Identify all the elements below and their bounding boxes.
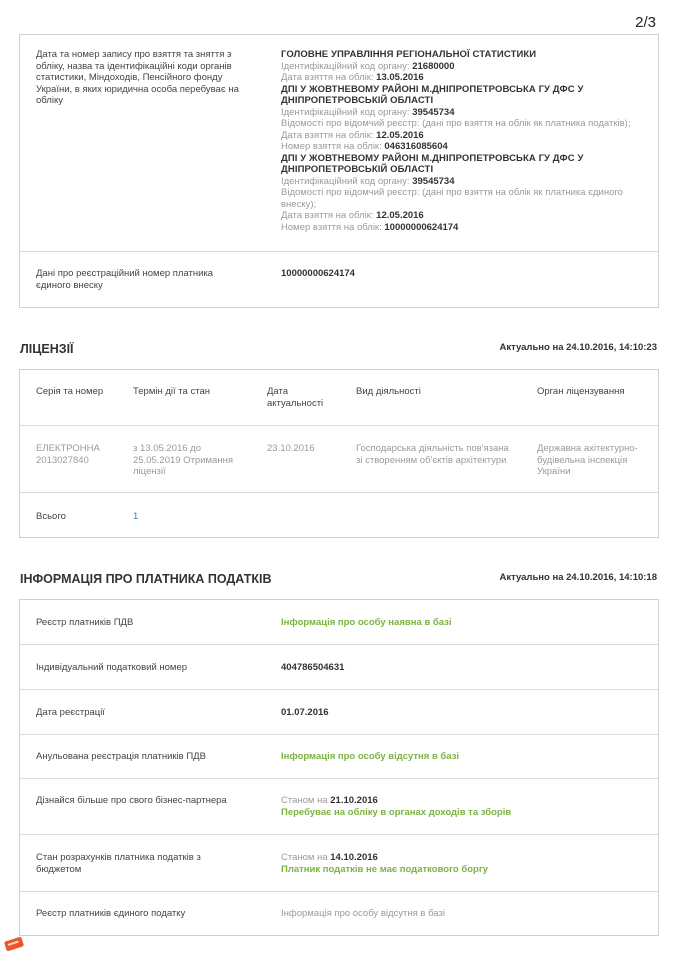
tax-divider-5 (20, 834, 658, 835)
org2-date-value: 12.05.2016 (376, 129, 424, 141)
tax-divider-3 (20, 734, 658, 735)
licenses-title: ЛІЦЕНЗІЇ (20, 342, 74, 356)
org2-name-line1: ДПІ У ЖОВТНЕВОМУ РАЙОНІ М.ДНІПРОПЕТРОВСЬКА ГУ ДФС У (281, 83, 584, 95)
org1-id-label: Ідентифікаційний код органу: (281, 60, 413, 72)
vat-register-value: Інформація про особу наявна в базі (281, 617, 452, 628)
org2-id-label: Ідентифікаційний код органу: (281, 106, 413, 118)
page-number: 2/3 (635, 14, 656, 31)
stamp-icon (4, 936, 26, 952)
budget-state-date: 14.10.2016 (330, 852, 378, 863)
single-tax-value: Інформація про особу відсутня в базі (281, 908, 445, 919)
licenses-actual: Актуально на 24.10.2016, 14:10:23 (499, 342, 657, 353)
org3-id-label: Ідентифікаційний код органу: (281, 175, 413, 187)
partner-label: Дізнайся більше про свого бізнес-партнера (36, 795, 227, 806)
org3-num-label: Номер взяття на облік: (281, 221, 385, 233)
col-header-series: Серія та номер (36, 386, 104, 397)
budget-state-prefix: Станом на (281, 852, 331, 863)
reg-date-value: 01.07.2016 (281, 707, 329, 718)
budget-label: Стан розрахунків платника податків з бюджетом (36, 852, 201, 875)
registration-divider (20, 251, 658, 252)
taxpayer-table (19, 599, 659, 936)
license-date: 23.10.2016 (267, 443, 315, 454)
col-header-term: Термін дії та стан (133, 386, 210, 397)
tax-divider-4 (20, 778, 658, 779)
licenses-total-label: Всього (36, 511, 66, 522)
org1-date-value: 13.05.2016 (376, 72, 424, 83)
budget-state (281, 852, 488, 875)
licenses-table (19, 369, 659, 538)
license-series: ЕЛЕКТРОННА 2013027840 (36, 443, 100, 466)
tax-divider-2 (20, 689, 658, 690)
taxpayer-actual: Актуально на 24.10.2016, 14:10:18 (499, 572, 657, 583)
org2-num-value: 046316085604 (384, 141, 448, 152)
tax-divider-6 (20, 891, 658, 892)
org3-name-line1: ДПІ У ЖОВТНЕВОМУ РАЙОНІ М.ДНІПРОПЕТРОВСЬКА ГУ ДФС У (281, 152, 584, 164)
taxpayer-title: ІНФОРМАЦІЯ ПРО ПЛАТНИКА ПОДАТКІВ (20, 572, 272, 586)
org2-id-value: 39545734 (412, 106, 455, 118)
partner-state-date: 21.10.2016 (330, 795, 378, 806)
single-fee-label: Дані про реєстраційний номер платника єдиного внеску (36, 268, 214, 291)
org1-name: ГОЛОВНЕ УПРАВЛІННЯ РЕГІОНАЛЬНОЇ СТАТИСТИКИ (281, 49, 537, 60)
col-header-organ: Орган ліцензування (537, 386, 625, 397)
org1-date-label: Дата взяття на облік: (281, 72, 377, 83)
license-term: з 13.05.2016 до 25.05.2019 Отримання ліцензії (133, 443, 233, 477)
registration-label: Дата та номер запису про взяття та зняття з обліку, назва та ідентифікаційні коди органів статистики, Міндоходів, Пенсійного фонду України, в яких юридична особа перебуває на обліку (36, 49, 239, 106)
budget-state-value: Платник податків не має податкового боргу (281, 863, 489, 875)
licenses-total-value: 1 (133, 511, 139, 522)
col-header-activity: Вид діяльності (356, 386, 421, 397)
registration-orgs (281, 49, 651, 233)
vat-cancel-label: Анульована реєстрація платників ПДВ (36, 751, 206, 762)
org3-name-line2: ДНІПРОПЕТРОВСЬКІЙ ОБЛАСТІ (281, 164, 434, 175)
partner-state-prefix: Станом на (281, 795, 331, 806)
tax-divider-1 (20, 644, 658, 645)
col-header-date: Дата актуальності (267, 386, 324, 409)
org2-name-line2: ДНІПРОПЕТРОВСЬКІЙ ОБЛАСТІ (281, 95, 434, 106)
org3-reg-info-line2: внеску); (281, 198, 317, 210)
license-organ: Державна ахітектурно-будівельна інспекція України (537, 443, 638, 477)
org2-num-label: Номер взяття на облік: (281, 141, 385, 152)
org3-id-value: 39545734 (412, 175, 455, 187)
license-activity: Господарська діяльність пов'язана зі створенням об'єктів архітектури (356, 443, 509, 466)
org3-reg-info-line1: Відомості про відомчий реєстр: (дані про взяття на облік як платника єдиного (281, 187, 623, 198)
vat-register-label: Реєстр платників ПДВ (36, 617, 134, 628)
org2-reg-info: Відомості про відомчий реєстр: (дані про взяття на облік як платника податків); (281, 118, 631, 129)
partner-state-value: Перебуває на обліку в органах доходів та зборів (281, 806, 512, 818)
org3-date-label: Дата взяття на облік: (281, 210, 377, 221)
licenses-header-divider (20, 425, 658, 426)
org2-date-label: Дата взяття на облік: (281, 129, 377, 141)
partner-state (281, 795, 511, 818)
org3-date-value: 12.05.2016 (376, 210, 424, 221)
licenses-row-divider (20, 492, 658, 493)
reg-date-label: Дата реєстрації (36, 707, 105, 718)
single-fee-value: 10000000624174 (281, 268, 355, 279)
itn-label: Індивідуальний податковий номер (36, 662, 188, 673)
vat-cancel-value: Інформація про особу відсутня в базі (281, 751, 460, 762)
org3-num-value: 10000000624174 (384, 221, 459, 233)
registration-box (19, 34, 659, 308)
itn-value: 404786504631 (281, 662, 345, 673)
single-tax-label: Реєстр платників єдиного податку (36, 908, 186, 919)
org1-id-value: 21680000 (412, 60, 455, 72)
